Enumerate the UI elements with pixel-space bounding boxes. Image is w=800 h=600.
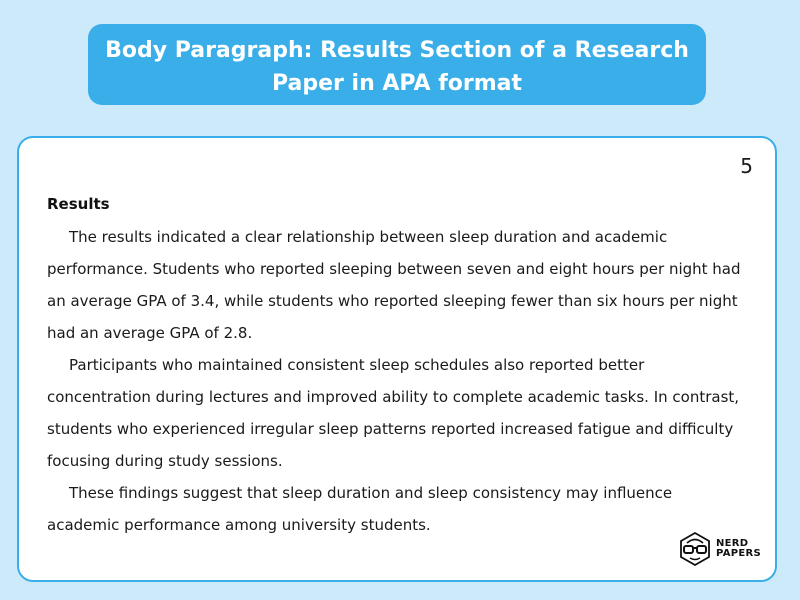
title-banner	[88, 24, 706, 105]
nerd-glasses-icon	[678, 532, 712, 566]
page-number: 5	[740, 154, 753, 178]
page-title-line-2: Paper in APA format	[271, 71, 523, 96]
section-heading: Results	[47, 195, 110, 213]
logo-text-line-2: PAPERS	[715, 548, 761, 559]
paragraph: The results indicated a clear relationship between sleep duration and academic performance. Students who reported sleeping between seven and eight hours per night had an average GPA of 3.4, while students who reported sleeping fewer than six hours per night had an average GPA of 2.8.	[47, 228, 741, 342]
body-text	[47, 221, 747, 541]
page-title-line-1: Body Paragraph: Results Section of a Research	[105, 38, 689, 63]
logo-text-line-1: NERD	[715, 538, 749, 549]
nerd-papers-logo	[678, 532, 761, 566]
paragraph: Participants who maintained consistent sleep schedules also reported better concentration during lectures and improved ability to complete academic tasks. In contrast, students who experienced irregular sleep patterns reported increased fatigue and difficulty focusing during study sessions.	[47, 356, 740, 470]
paper-page	[17, 136, 777, 582]
paragraph: These findings suggest that sleep duration and sleep consistency may influence academic performance among university students.	[47, 484, 673, 534]
